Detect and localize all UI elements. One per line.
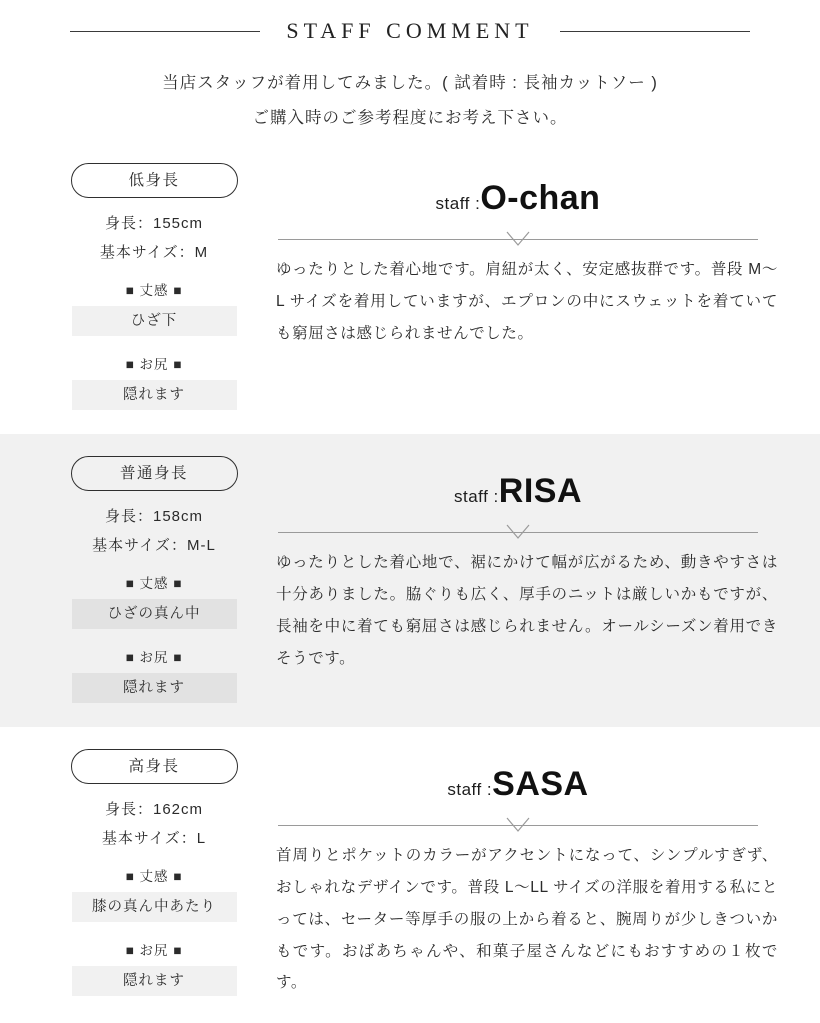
staff-comment-column — [258, 163, 820, 410]
staff-name: SASA — [492, 765, 589, 804]
page-header — [0, 0, 820, 52]
staff-prefix: staff : — [454, 487, 499, 507]
staff-section — [0, 727, 820, 1023]
chevron-down-icon — [505, 230, 531, 248]
length-feel-value: ひざの真ん中 — [72, 599, 237, 629]
staff-comment-column — [258, 749, 820, 999]
chevron-divider — [258, 814, 778, 836]
intro-line-2: ご購入時のご参考程度にお考え下さい。 — [252, 108, 568, 127]
chevron-divider — [258, 228, 778, 250]
staff-prefix: staff : — [435, 194, 481, 214]
intro-line-1: 当店スタッフが着用してみました。( 試着時 : 長袖カットソー ) — [162, 74, 658, 92]
staff-spec-column — [0, 163, 258, 410]
staff-comment-text: ゆったりとした着心地です。肩紐が太く、安定感抜群です。普段 M〜L サイズを着用していますが、エプロンの中にスウェットを着ていても窮屈さは感じられませんでした。 — [276, 261, 778, 342]
chevron-down-icon — [505, 523, 531, 541]
hip-coverage-label: ■ お尻 ■ — [125, 650, 183, 666]
staff-base-size: 基本サイズ：L — [101, 830, 207, 848]
hip-coverage-value: 隠れます — [72, 380, 237, 410]
length-feel-label: ■ 丈感 ■ — [125, 869, 183, 885]
length-feel-value: 膝の真ん中あたり — [72, 892, 237, 922]
staff-spec-column — [0, 749, 258, 999]
intro-block — [0, 52, 820, 141]
hip-coverage-value: 隠れます — [72, 966, 237, 996]
staff-name-heading — [258, 456, 778, 511]
chevron-divider — [258, 521, 778, 543]
staff-spec-column — [0, 456, 258, 703]
staff-section — [0, 141, 820, 434]
staff-height: 身長：155cm — [104, 215, 204, 233]
staff-section — [0, 434, 820, 727]
staff-prefix: staff : — [447, 780, 493, 800]
header-rule-left — [70, 31, 260, 32]
length-feel-value: ひざ下 — [72, 306, 237, 336]
hip-coverage-label: ■ お尻 ■ — [125, 943, 183, 959]
length-feel-label: ■ 丈感 ■ — [125, 576, 183, 592]
length-feel-label: ■ 丈感 ■ — [125, 283, 183, 299]
chevron-down-icon — [505, 816, 531, 834]
staff-base-size: 基本サイズ：M-L — [92, 537, 216, 555]
height-category-badge: 高身長 — [71, 749, 238, 784]
staff-height: 身長：158cm — [104, 508, 204, 526]
staff-comment-text: 首周りとポケットのカラーがアクセントになって、シンプルすぎず、おしゃれなデザインです。普段 L〜LL サイズの洋服を着用する私にとっては、セーター等厚手の服の上から着ると、腕周りが少しきついかもです。おばあちゃんや、和菓子屋さんなどにもおすすめの１枚です。 — [276, 847, 778, 992]
staff-name: RISA — [498, 472, 582, 511]
height-category-badge: 普通身長 — [71, 456, 238, 491]
staff-base-size: 基本サイズ：M — [99, 244, 209, 262]
staff-comment-column — [258, 456, 820, 703]
page-title: STAFF COMMENT — [286, 18, 534, 43]
height-category-badge: 低身長 — [71, 163, 238, 198]
header-rule-right — [560, 31, 750, 32]
staff-comment-text: ゆったりとした着心地で、裾にかけて幅が広がるため、動きやすさは十分ありました。脇ぐりも広く、厚手のニットは厳しいかもですが、長袖を中に着ても窮屈さは感じられません。オールシーズン着用できそうです。 — [276, 554, 778, 667]
hip-coverage-label: ■ お尻 ■ — [125, 357, 183, 373]
hip-coverage-value: 隠れます — [72, 673, 237, 703]
staff-name-heading — [258, 163, 778, 218]
staff-name-heading — [258, 749, 778, 804]
staff-height: 身長：162cm — [104, 801, 204, 819]
staff-name: O-chan — [480, 179, 601, 218]
